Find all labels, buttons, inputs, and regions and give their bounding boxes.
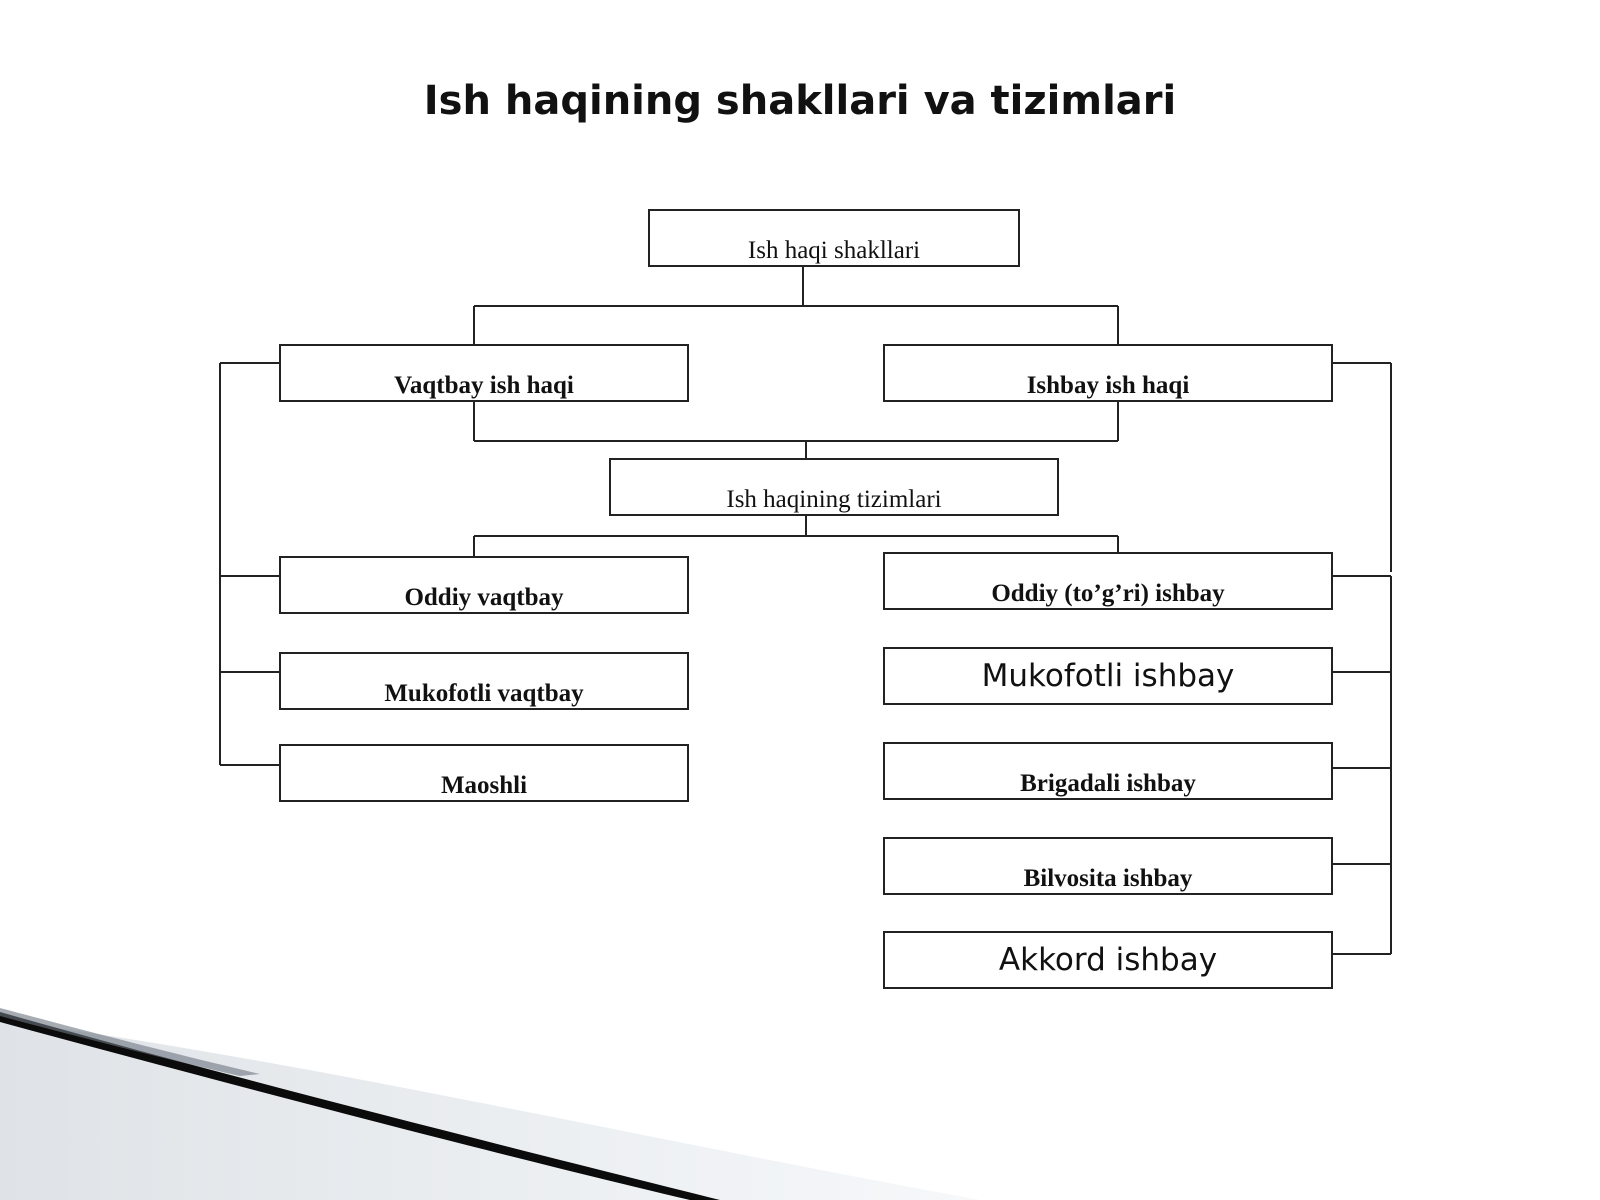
node-label: Akkord ishbay xyxy=(998,941,1218,978)
node-mukofotli-ishbay xyxy=(883,647,1333,705)
node-label: Ish haqi shakllari xyxy=(747,237,921,264)
node-ish-haqi-shakllari xyxy=(648,209,1020,267)
node-label: Brigadali ishbay xyxy=(1020,770,1196,797)
node-brigadali-ishbay xyxy=(883,742,1333,800)
node-oddiy-ishbay xyxy=(883,552,1333,610)
node-vaqtbay-ish-haqi xyxy=(279,344,689,402)
node-akkord-ishbay xyxy=(883,931,1333,989)
node-label: Oddiy (to’g’ri) ishbay xyxy=(991,580,1225,607)
node-bilvosita-ishbay xyxy=(883,837,1333,895)
node-label: Mukofotli vaqtbay xyxy=(384,680,584,707)
node-label: Ish haqining tizimlari xyxy=(726,486,942,513)
node-label: Ishbay ish haqi xyxy=(1026,372,1190,399)
node-maoshli xyxy=(279,744,689,802)
node-label: Maoshli xyxy=(440,772,528,799)
node-ish-haqining-tizimlari xyxy=(609,458,1059,516)
node-label: Bilvosita ishbay xyxy=(1023,865,1193,892)
node-ishbay-ish-haqi xyxy=(883,344,1333,402)
node-label: Vaqtbay ish haqi xyxy=(394,372,574,399)
node-label: Oddiy vaqtbay xyxy=(404,584,564,611)
page-title: Ish haqining shakllari va tizimlari xyxy=(423,78,1177,124)
node-oddiy-vaqtbay xyxy=(279,556,689,614)
node-mukofotli-vaqtbay xyxy=(279,652,689,710)
node-label: Mukofotli ishbay xyxy=(981,657,1235,694)
